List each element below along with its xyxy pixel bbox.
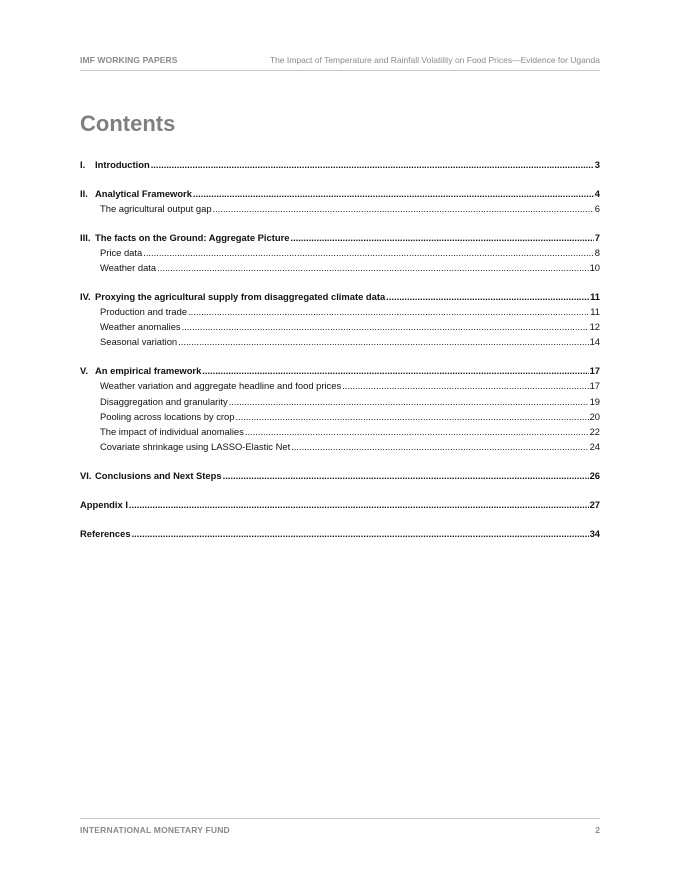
toc-page-number: 34 bbox=[589, 527, 600, 539]
toc-entry-facts-on-the-ground[interactable] bbox=[80, 232, 600, 247]
toc-entry-agricultural-output-gap[interactable] bbox=[80, 203, 600, 218]
toc-page-number: 4 bbox=[594, 187, 600, 199]
toc-page-number: 17 bbox=[589, 365, 600, 377]
toc-entry-analytical-framework[interactable] bbox=[80, 188, 600, 203]
toc-entry-label: References bbox=[80, 527, 131, 539]
toc-entry-empirical-framework[interactable] bbox=[80, 365, 600, 380]
toc-entry-covariate-shrinkage[interactable] bbox=[80, 441, 600, 456]
toc-page-number: 27 bbox=[589, 498, 600, 510]
toc-entry-label: Pooling across locations by crop bbox=[100, 410, 235, 422]
toc-entry-label: Appendix I bbox=[80, 498, 128, 510]
toc-section-number: II. bbox=[80, 187, 88, 199]
header-divider bbox=[80, 70, 600, 71]
toc-entry-references[interactable] bbox=[80, 528, 600, 543]
dot-leader bbox=[245, 426, 589, 437]
toc-entry-individual-anomalies[interactable] bbox=[80, 426, 600, 441]
toc-page-number: 22 bbox=[589, 426, 600, 437]
toc-page-number: 10 bbox=[589, 262, 600, 274]
toc-entry-disaggregation[interactable] bbox=[80, 396, 600, 411]
table-of-contents bbox=[80, 159, 600, 543]
toc-entry-appendix-i[interactable] bbox=[80, 499, 600, 514]
dot-leader bbox=[193, 188, 594, 199]
toc-entry-label: Production and trade bbox=[100, 306, 188, 318]
toc-entry-seasonal-variation[interactable] bbox=[80, 336, 600, 351]
toc-entry-label: Proxying the agricultural supply from disaggregated climate data bbox=[95, 290, 386, 302]
dot-leader bbox=[157, 262, 588, 273]
toc-entry-label: Weather anomalies bbox=[100, 321, 181, 333]
toc-entry-label: Analytical Framework bbox=[95, 187, 192, 199]
dot-leader bbox=[178, 336, 588, 347]
toc-entry-label: Weather data bbox=[100, 262, 157, 274]
dot-leader bbox=[132, 528, 589, 539]
dot-leader bbox=[202, 365, 588, 376]
toc-entry-label: Disaggregation and granularity bbox=[100, 395, 228, 407]
toc-entry-introduction[interactable] bbox=[80, 159, 600, 174]
toc-entry-label: Introduction bbox=[95, 159, 150, 170]
toc-entry-weather-data[interactable] bbox=[80, 262, 600, 277]
toc-page-number: 20 bbox=[589, 410, 600, 422]
toc-page-number: 24 bbox=[589, 441, 600, 453]
toc-entry-label: Weather variation and aggregate headline and food prices bbox=[100, 380, 342, 392]
dot-leader bbox=[229, 396, 589, 407]
dot-leader bbox=[129, 499, 589, 510]
dot-leader bbox=[188, 306, 589, 317]
toc-entry-label: The agricultural output gap bbox=[100, 202, 212, 214]
running-title: The Impact of Temperature and Rainfall Volatility on Food Prices—Evidence for Uganda bbox=[269, 55, 600, 65]
toc-page-number: 11 bbox=[590, 290, 600, 302]
toc-page-number: 3 bbox=[594, 159, 600, 170]
footer-publisher: INTERNATIONAL MONETARY FUND bbox=[80, 825, 230, 835]
toc-page-number: 17 bbox=[589, 380, 600, 392]
toc-entry-label: The impact of individual anomalies bbox=[100, 426, 244, 437]
toc-page-number: 12 bbox=[589, 321, 600, 333]
toc-entry-weather-anomalies[interactable] bbox=[80, 321, 600, 336]
page-title: Contents bbox=[80, 111, 176, 136]
footer-divider bbox=[80, 818, 600, 819]
toc-entry-label: Covariate shrinkage using LASSO-Elastic Net bbox=[100, 441, 291, 453]
toc-entry-label: An empirical framework bbox=[95, 365, 202, 377]
toc-entry-production-and-trade[interactable] bbox=[80, 306, 600, 321]
dot-leader bbox=[182, 321, 589, 332]
toc-page-number: 6 bbox=[594, 202, 600, 214]
dot-leader bbox=[291, 441, 588, 452]
dot-leader bbox=[143, 247, 594, 258]
toc-entry-label: Conclusions and Next Steps bbox=[95, 469, 222, 481]
toc-entry-weather-variation[interactable] bbox=[80, 380, 600, 395]
toc-section-number: III. bbox=[80, 231, 91, 243]
toc-page-number: 19 bbox=[589, 395, 600, 407]
toc-entry-label: Price data bbox=[100, 246, 143, 258]
toc-entry-proxying-agricultural-supply[interactable] bbox=[80, 291, 600, 306]
toc-page-number: 7 bbox=[594, 231, 600, 243]
dot-leader bbox=[386, 291, 589, 302]
toc-page-number: 11 bbox=[590, 306, 600, 318]
toc-section-number: IV. bbox=[80, 290, 91, 302]
page-header bbox=[80, 55, 600, 70]
dot-leader bbox=[223, 470, 589, 481]
dot-leader bbox=[151, 159, 594, 170]
toc-entry-label: Seasonal variation bbox=[100, 336, 178, 348]
toc-entry-price-data[interactable] bbox=[80, 247, 600, 262]
toc-entry-pooling-across-locations[interactable] bbox=[80, 411, 600, 426]
dot-leader bbox=[290, 232, 593, 243]
toc-section-number: V. bbox=[80, 365, 88, 377]
series-name: IMF WORKING PAPERS bbox=[80, 55, 178, 65]
toc-page-number: 14 bbox=[589, 336, 600, 348]
toc-page-number: 26 bbox=[589, 469, 600, 481]
toc-page-number: 8 bbox=[594, 246, 600, 258]
dot-leader bbox=[235, 411, 588, 422]
footer-page-number: 2 bbox=[595, 825, 600, 835]
toc-section-number: VI. bbox=[80, 469, 92, 481]
toc-entry-conclusions[interactable] bbox=[80, 470, 600, 485]
dot-leader bbox=[342, 380, 588, 391]
dot-leader bbox=[213, 203, 594, 214]
toc-section-number: I. bbox=[80, 159, 86, 170]
toc-entry-label: The facts on the Ground: Aggregate Picture bbox=[95, 231, 290, 243]
